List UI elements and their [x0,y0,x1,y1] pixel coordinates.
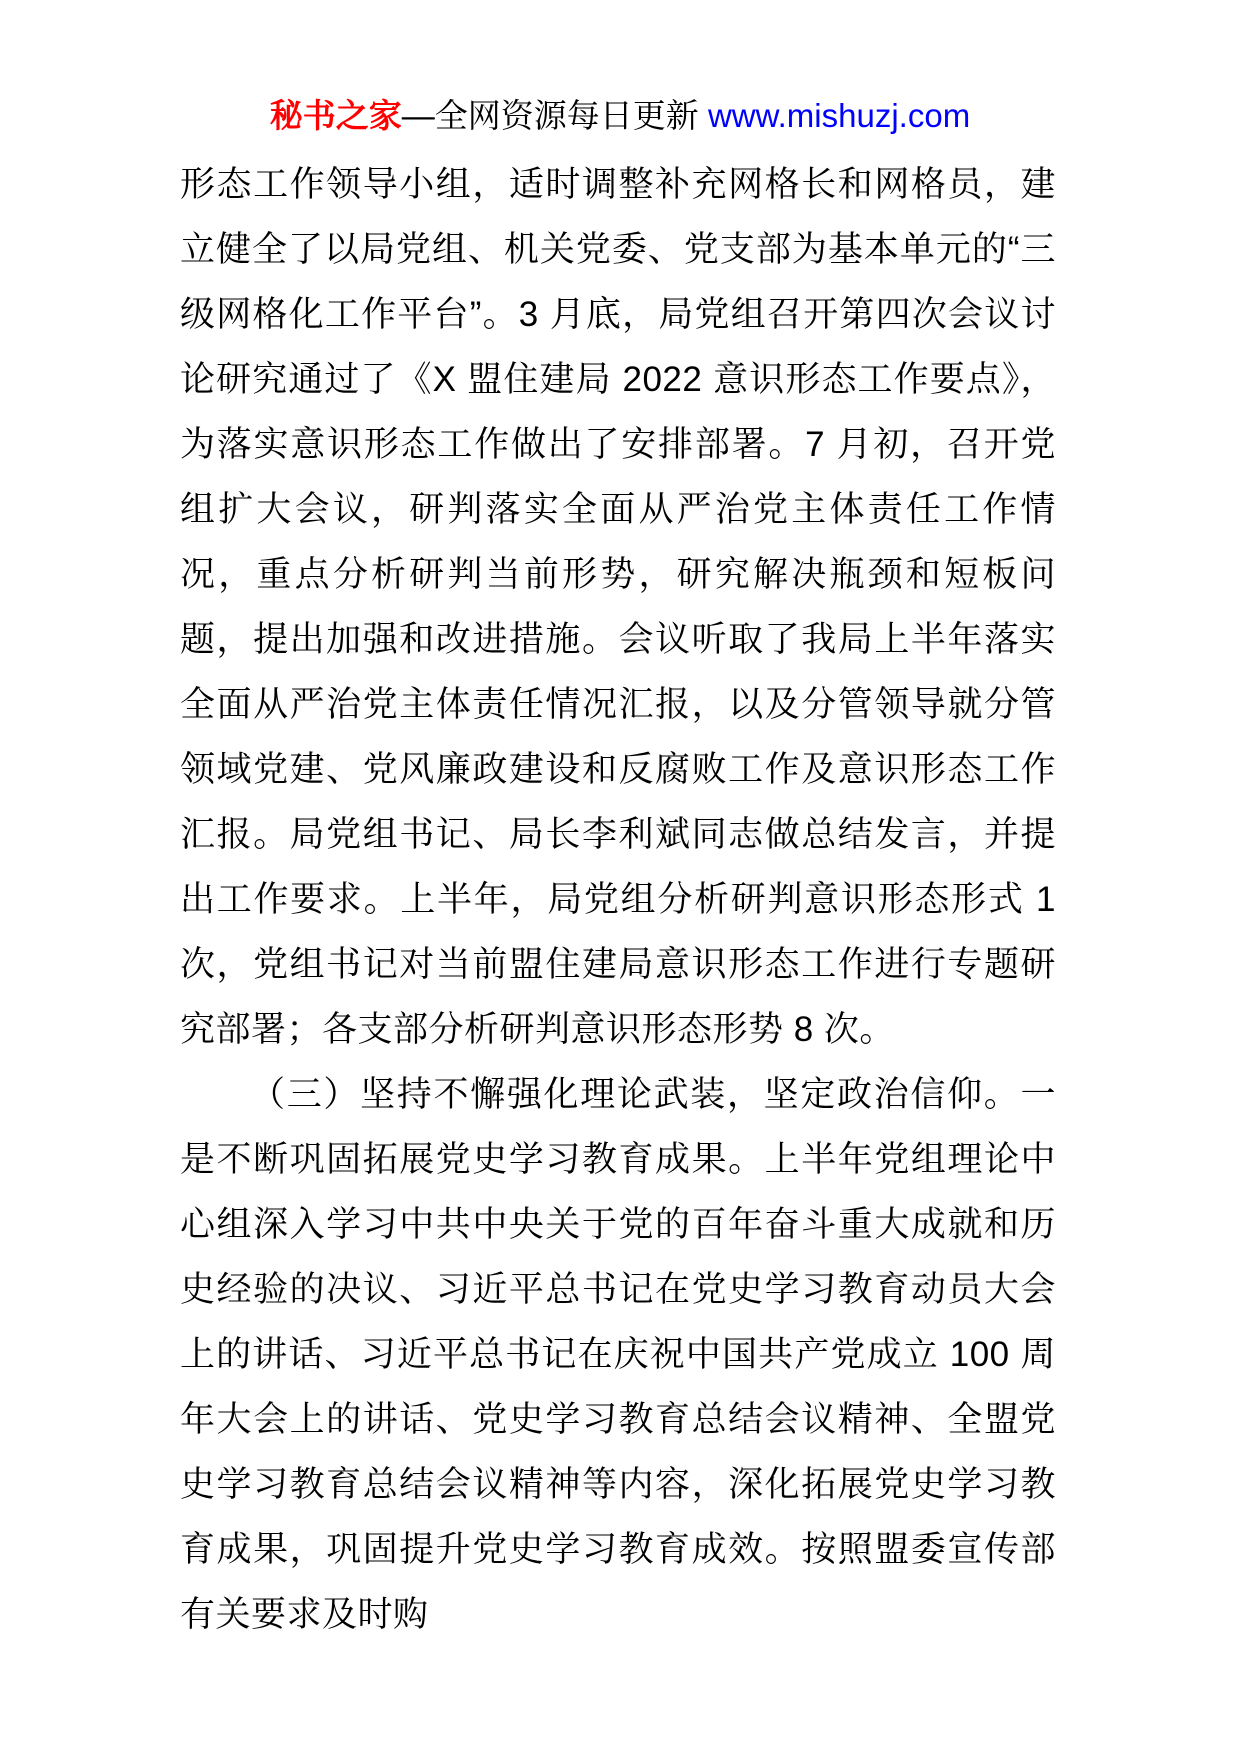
paragraph: 形态工作领导小组，适时调整补充网格长和网格员，建立健全了以局党组、机关党委、党支部为基本单元的“三级网格化工作平台”。3 月底，局党组召开第四次会议讨论研究通过了《X 盟住建局 2022 意识形态工作要点》，为落实意识形态工作做出了安排部署。7 月初，召开党组扩大会议，研判落实全面从严治党主体责任工作情况，重点分析研判当前形势，研究解决瓶颈和短板问题，提出加强和改进措施。会议听取了我局上半年落实全面从严治党主体责任情况汇报，以及分管领导就分管领域党建、党风廉政建设和反腐败工作及意识形态工作汇报。局党组书记、局长李利斌同志做总结发言，并提出工作要求。上半年，局党组分析研判意识形态形式 1 次，党组书记对当前盟住建局意识形态工作进行专题研究部署；各支部分析研判意识形态形势 8 次。 [180,165,1056,1049]
site-url-link[interactable]: www.mishuzj.com [707,97,971,134]
page-header [0,96,1240,136]
document-text-area [180,152,1056,1647]
header-tagline: 全网资源每日更新 [434,97,708,134]
site-brand: 秘书之家 [269,97,402,134]
header-dash: — [401,97,435,134]
paragraph: （三）坚持不懈强化理论武装，坚定政治信仰。一是不断巩固拓展党史学习教育成果。上半年党组理论中心组深入学习中共中央关于党的百年奋斗重大成就和历史经验的决议、习近平总书记在党史学习教育动员大会上的讲话、习近平总书记在庆祝中国共产党成立 100 周年大会上的讲话、党史学习教育总结会议精神、全盟党史学习教育总结会议精神等内容，深化拓展党史学习教育成果，巩固提升党史学习教育成效。按照盟委宣传部有关要求及时购 [180,1075,1056,1634]
